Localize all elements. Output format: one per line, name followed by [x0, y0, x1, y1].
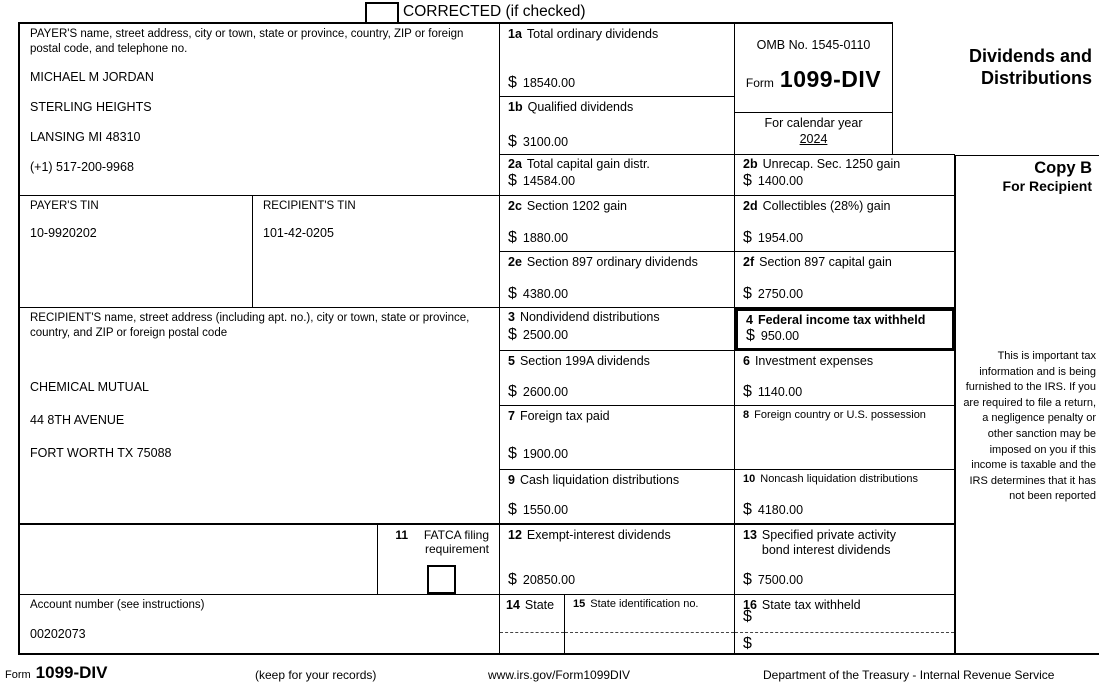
- box-4-cell: [735, 308, 955, 351]
- footer-irs-url: www.irs.gov/Form1099DIV: [488, 668, 631, 682]
- copy-for-label: For Recipient: [1002, 178, 1092, 194]
- footer-keep-note: (keep for your records): [255, 668, 377, 682]
- box-5-label: 5 Section 199A dividends: [508, 354, 650, 368]
- box-6-label: 6 Investment expenses: [743, 354, 874, 368]
- box-2d-label: 2d Collectibles (28%) gain: [743, 199, 891, 213]
- box-7-label: 7 Foreign tax paid: [508, 409, 610, 423]
- dollar-sign: $: [508, 133, 517, 150]
- dollar-sign: $: [743, 383, 752, 400]
- box-9-amount: $ 1550.00: [508, 501, 569, 518]
- dollar-sign: $: [743, 501, 752, 518]
- box-7-cell: [500, 406, 735, 470]
- dollar-sign: $: [508, 74, 517, 91]
- calendar-label: For calendar year: [764, 116, 863, 130]
- omb-cell: [735, 22, 893, 113]
- box-2f-amount: $ 2750.00: [743, 285, 804, 302]
- footer: [0, 655, 1099, 688]
- recipient-tin-label: RECIPIENT'S TIN: [263, 200, 356, 212]
- box-6-amount: $ 1140.00: [743, 383, 803, 400]
- dollar-sign: $: [508, 229, 517, 246]
- dollar-sign: $: [508, 326, 517, 343]
- box-2b-amount: $ 1400.00: [743, 172, 804, 189]
- box-13-label: 13 Specified private activity bond interest dividends: [743, 528, 896, 557]
- calendar-year-cell: [735, 113, 893, 155]
- box-8-cell: [735, 406, 955, 470]
- box-2a-cell: [500, 155, 735, 196]
- box-2e-cell: [500, 252, 735, 308]
- box-10-label: 10 Noncash liquidation distributions: [743, 473, 919, 485]
- box-1b-amount: $ 3100.00: [508, 133, 569, 150]
- state-row-divider: [500, 632, 564, 633]
- account-label: Account number (see instructions): [30, 599, 205, 611]
- box-4-amount: $ 950.00: [746, 327, 800, 344]
- dollar-sign: $: [508, 445, 517, 462]
- copy-b-column: [955, 155, 1099, 655]
- recipient-address-line2: FORT WORTH TX 75088: [30, 446, 172, 460]
- box-1a-amount: $ 18540.00: [508, 74, 576, 91]
- payer-tin-value: 10-9920202: [30, 226, 97, 240]
- box-2d-amount: $ 1954.00: [743, 229, 804, 246]
- dollar-sign: $: [743, 571, 752, 588]
- state-row-divider: [735, 632, 954, 633]
- box-7-amount: $ 1900.00: [508, 445, 569, 462]
- box-14-label: 14 State: [506, 598, 555, 612]
- box-8-label: 8 Foreign country or U.S. possession: [743, 409, 926, 421]
- box-9-label: 9 Cash liquidation distributions: [508, 473, 680, 487]
- dollar-sign: $: [508, 501, 517, 518]
- box-16-label: 16 State tax withheld: [743, 598, 861, 612]
- box-2c-amount: $ 1880.00: [508, 229, 569, 246]
- payer-block-label: PAYER'S name, street address, city or town, state or province, country, ZIP or foreign postal code, and telephone no.: [30, 28, 464, 55]
- box-2a-label: 2a Total capital gain distr.: [508, 157, 650, 171]
- box-6-cell: [735, 351, 955, 406]
- footer-form-number: 1099-DIV: [35, 663, 108, 682]
- box-4-label: 4 Federal income tax withheld: [746, 313, 926, 327]
- box-2b-cell: [735, 155, 955, 196]
- box-2c-cell: [500, 196, 735, 252]
- box-12-label: 12 Exempt-interest dividends: [508, 528, 671, 542]
- box-2f-cell: [735, 252, 955, 308]
- box-2d-cell: [735, 196, 955, 252]
- dollar-sign: $: [508, 172, 517, 189]
- footer-form-word: Form: [5, 669, 31, 681]
- box-5-cell: [500, 351, 735, 406]
- dollar-sign: $: [743, 285, 752, 302]
- box-12-amount: $ 20850.00: [508, 571, 576, 588]
- box-2e-amount: $ 4380.00: [508, 285, 569, 302]
- calendar-year: 2024: [799, 132, 828, 146]
- fatca-cell: [377, 525, 500, 595]
- box-10-amount: $ 4180.00: [743, 501, 804, 518]
- payer-tin-label: PAYER'S TIN: [30, 200, 99, 212]
- recipient-info-cell: [18, 308, 500, 525]
- payer-info-cell: [18, 22, 500, 196]
- form-number-block: [735, 66, 892, 93]
- box-13-cell: [735, 525, 955, 595]
- dollar-sign: $: [743, 635, 752, 652]
- box-9-cell: [500, 470, 735, 525]
- box-3-label: 3 Nondividend distributions: [508, 310, 660, 324]
- payer-phone: (+1) 517-200-9968: [30, 160, 134, 174]
- recipient-address-line1: 44 8TH AVENUE: [30, 413, 125, 427]
- copy-b-label: Copy B: [1034, 159, 1092, 177]
- omb-number: OMB No. 1545-0110: [756, 38, 871, 52]
- copy-b-block: [956, 159, 1092, 194]
- payer-address-line1: STERLING HEIGHTS: [30, 100, 152, 114]
- form-word: Form: [745, 76, 774, 90]
- dollar-sign: $: [743, 608, 752, 625]
- recipient-block-label: RECIPIENT'S name, street address (including apt. no.), city or town, state or province, country, and ZIP or foreign postal code: [30, 312, 470, 339]
- box-5-amount: $ 2600.00: [508, 383, 569, 400]
- box-1b-label: 1b Qualified dividends: [508, 100, 634, 114]
- dollar-sign: $: [743, 229, 752, 246]
- payer-tin-cell: [18, 196, 253, 308]
- important-tax-notice: This is important tax information and is being furnished to the IRS. If you are required to file a return, a negligence penalty or other sanction may be imposed on you if this income is taxable and the IRS determines that it has not been reported: [963, 350, 1096, 503]
- box-15-cell: [565, 595, 735, 655]
- recipient-tin-value: 101-42-0205: [263, 226, 334, 240]
- box-10-cell: [735, 470, 955, 525]
- box-13-amount: $ 7500.00: [743, 571, 804, 588]
- recipient-tin-cell: [253, 196, 500, 308]
- box-2b-label: 2b Unrecap. Sec. 1250 gain: [743, 157, 901, 171]
- box-1a-cell: [500, 22, 735, 97]
- dollar-sign: $: [746, 327, 755, 344]
- account-value: 00202073: [30, 627, 86, 641]
- footer-department: Department of the Treasury - Internal Revenue Service: [763, 668, 1055, 682]
- payer-name: MICHAEL M JORDAN: [30, 70, 154, 84]
- recipient-name: CHEMICAL MUTUAL: [30, 380, 149, 394]
- box-12-cell: [500, 525, 735, 595]
- payer-address-line2: LANSING MI 48310: [30, 130, 141, 144]
- dollar-sign: $: [508, 383, 517, 400]
- box-3-cell: [500, 308, 735, 351]
- dollar-sign: $: [508, 285, 517, 302]
- box-11-label: 11 FATCA filing requirement: [395, 528, 489, 557]
- form-title-line1: Dividends and: [968, 46, 1092, 66]
- box-14-cell: [500, 595, 565, 655]
- box-2c-label: 2c Section 1202 gain: [508, 199, 627, 213]
- account-cell: [18, 595, 500, 655]
- box-3-amount: $ 2500.00: [508, 326, 569, 343]
- form-title-line2: Distributions: [981, 67, 1092, 88]
- box-15-label: 15 State identification no.: [573, 598, 699, 610]
- corrected-label: CORRECTED (if checked): [403, 3, 586, 20]
- dollar-sign: $: [743, 172, 752, 189]
- box-1a-label: 1a Total ordinary dividends: [508, 27, 659, 41]
- box-2e-label: 2e Section 897 ordinary dividends: [508, 255, 698, 269]
- fatca-checkbox[interactable]: [427, 565, 456, 594]
- box-1b-cell: [500, 97, 735, 155]
- box-2f-label: 2f Section 897 capital gain: [743, 255, 892, 269]
- empty-cell: [18, 525, 377, 595]
- dollar-sign: $: [508, 571, 517, 588]
- box-2a-amount: $ 14584.00: [508, 172, 576, 189]
- form-title: [872, 46, 1092, 89]
- form-number: 1099-DIV: [779, 66, 882, 92]
- box-16-cell: [735, 595, 955, 655]
- state-row-divider: [565, 632, 734, 633]
- footer-form-number-block: [5, 663, 108, 683]
